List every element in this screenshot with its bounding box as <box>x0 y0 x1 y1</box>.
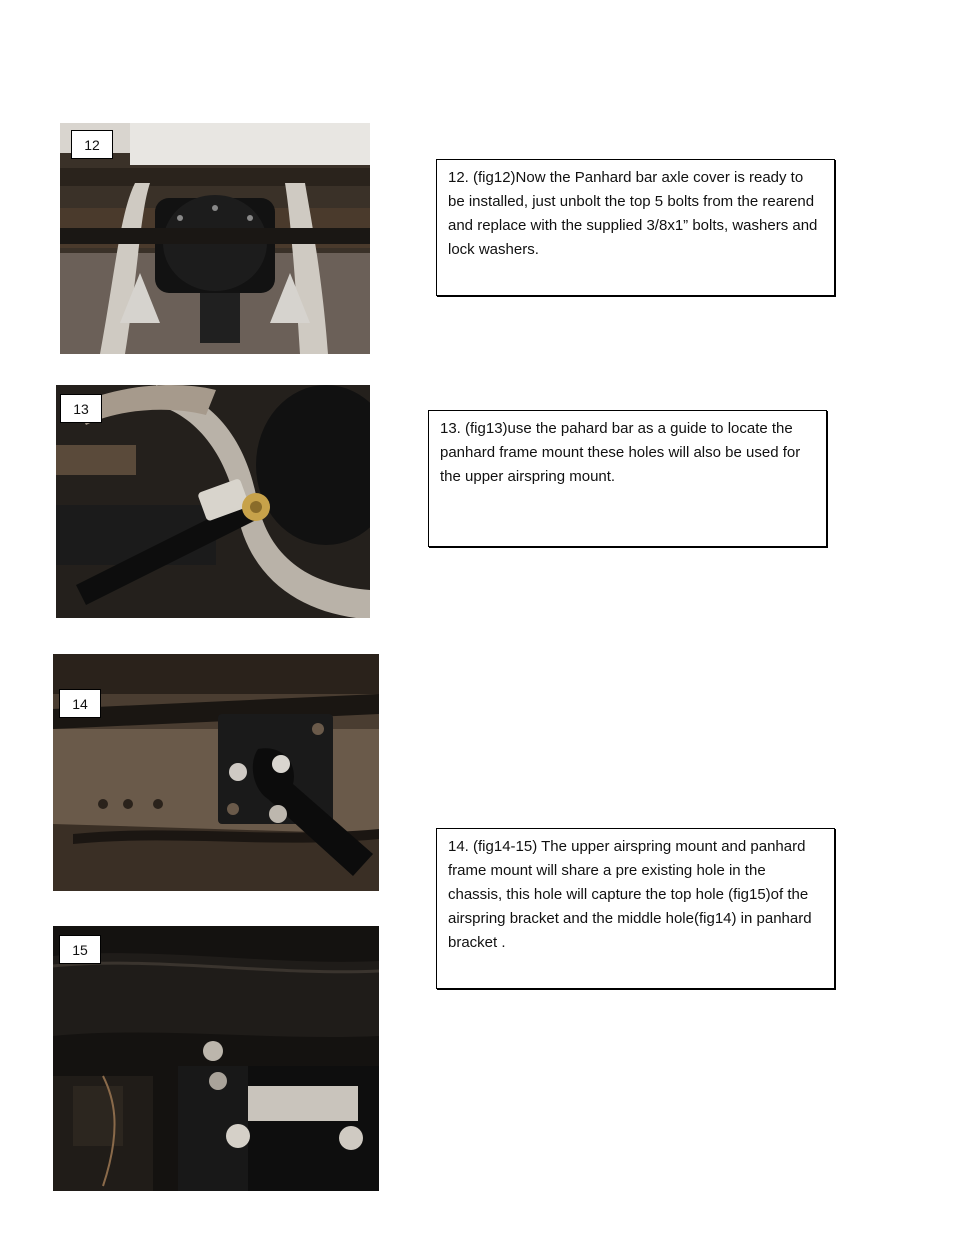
step-14-text: 14. (fig14-15) The upper airspring mount and panhard frame mount will share a pre existing hole in the chassis, this hole will capture the top hole (fig15)of the airspring bracket and the middle hole(fig14) in panhard bracket . <box>448 838 812 951</box>
step-14-text-box <box>436 828 835 989</box>
step-12-text: 12. (fig12)Now the Panhard bar axle cover is ready to be installed, just unbolt the top 5 bolts from the rearend and replace with the supplied 3/8x1” bolts, washers and lock washers. <box>448 169 818 258</box>
step-13-text: 13. (fig13)use the pahard bar as a guide to locate the panhard frame mount these holes will also be used for the upper airspring mount. <box>440 420 801 485</box>
step-13-text-box <box>428 410 827 547</box>
figure-15-photo <box>53 926 379 1191</box>
figure-13-photo <box>56 385 370 618</box>
figure-label: 15 <box>59 935 101 964</box>
figure-label: 14 <box>59 689 101 718</box>
figure-label: 13 <box>60 394 102 423</box>
figure-12-photo <box>60 123 370 354</box>
figure-label: 12 <box>71 130 113 159</box>
figure-14-photo <box>53 654 379 891</box>
step-12-text-box <box>436 159 835 296</box>
